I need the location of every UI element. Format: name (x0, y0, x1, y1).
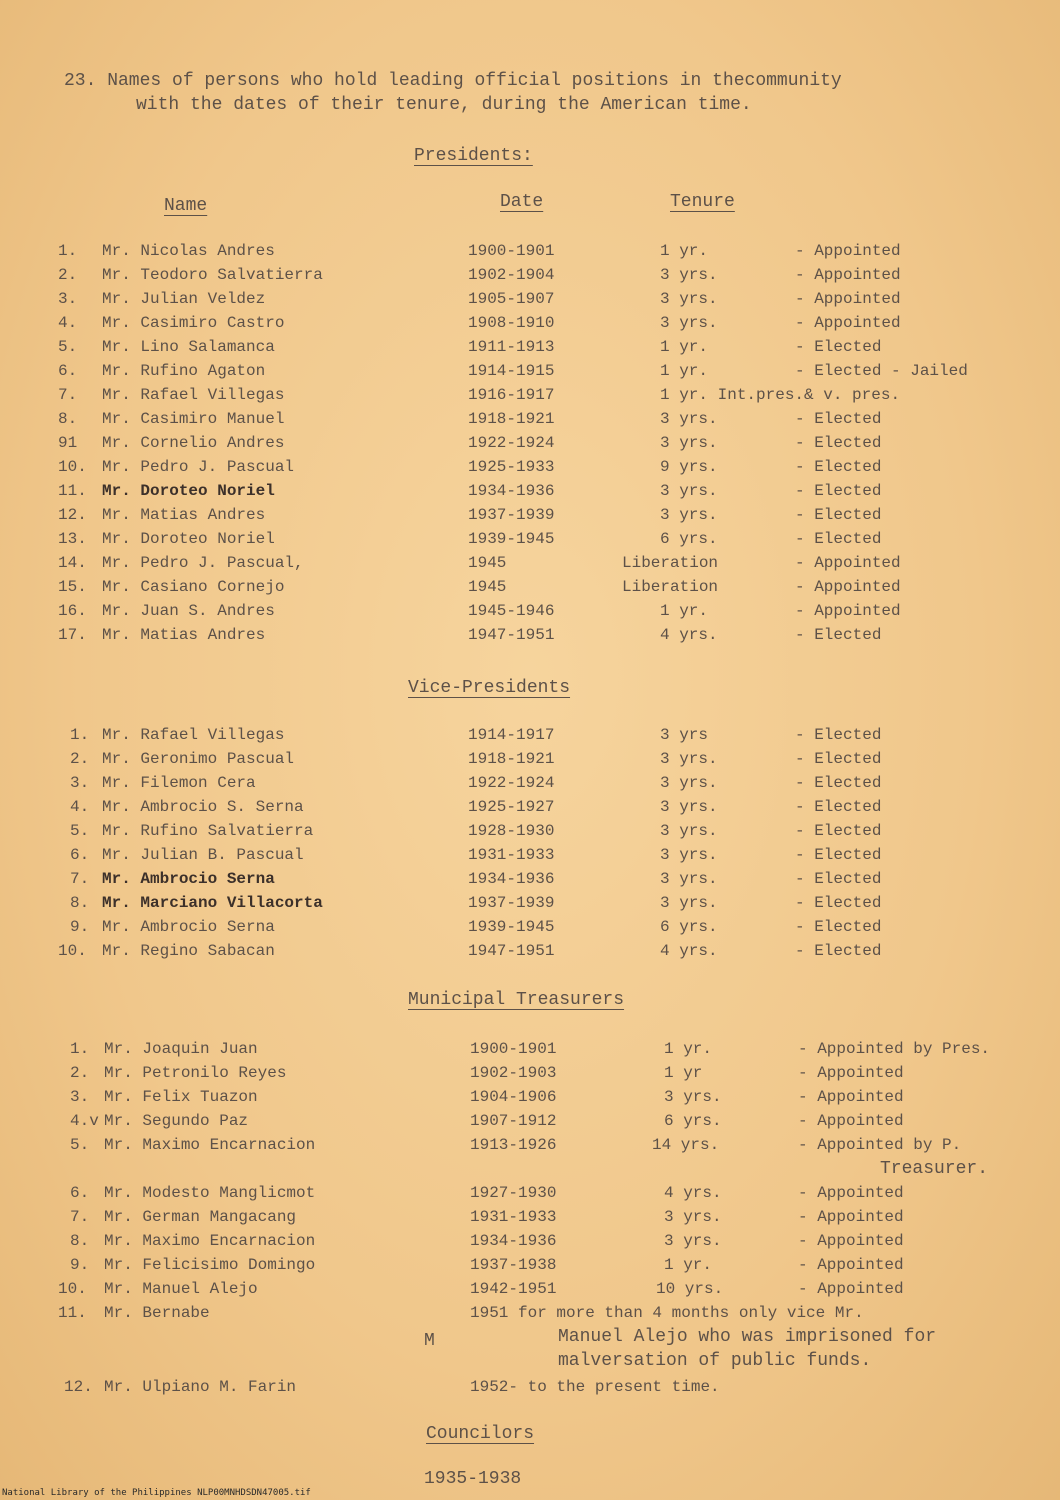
person-name: Mr. Matias Andres (102, 506, 266, 524)
person-name: Mr. Ulpiano M. Farin (104, 1378, 297, 1396)
person-name: Mr. Julian Veldez (102, 290, 266, 308)
treasurer-row (0, 1304, 1060, 1328)
date-range: 1942-1951 (470, 1280, 557, 1298)
status: - Elected (795, 726, 882, 744)
status: - Elected (795, 870, 882, 888)
date-range: 1947-1951 (468, 626, 555, 644)
row-number: 5. (70, 1136, 90, 1154)
treasurers-heading: Municipal Treasurers (408, 990, 625, 1010)
row-number: 1. (70, 1040, 90, 1058)
date-range: 1902-1904 (468, 266, 555, 284)
tenure-note-line-3: malversation of public funds. (558, 1351, 872, 1371)
status: - Elected (795, 798, 882, 816)
date-range: 1937-1939 (468, 894, 555, 912)
row-number: 3. (70, 774, 90, 792)
tenure: 4 yrs. (664, 1184, 722, 1202)
row-number: 1. (70, 726, 90, 744)
person-name: Mr. Matias Andres (102, 626, 266, 644)
row-number: 8. (70, 1232, 90, 1250)
row-number: 7. (58, 386, 78, 404)
status: - Appointed (798, 1280, 904, 1298)
president-row (0, 266, 1060, 290)
treasurer-row (0, 1136, 1060, 1160)
status: - Elected (795, 894, 882, 912)
tenure: 1 yr. (660, 362, 709, 380)
date-range: 1918-1921 (468, 410, 555, 428)
person-name: Mr. Manuel Alejo (104, 1280, 258, 1298)
vice-president-row (0, 750, 1060, 774)
date-range: 1900-1901 (470, 1040, 557, 1058)
tenure: 6 yrs. (664, 1112, 722, 1130)
tenure: 1 yr. (660, 338, 709, 356)
row-number: 10. (58, 942, 87, 960)
row-number: 2. (70, 750, 90, 768)
row-number: 16. (58, 602, 87, 620)
vice-president-row (0, 726, 1060, 750)
row-number: 10. (58, 1280, 87, 1298)
tenure: Liberation (622, 578, 719, 596)
vice-president-row (0, 870, 1060, 894)
vice-president-row (0, 774, 1060, 798)
tenure: 3 yrs (660, 726, 709, 744)
tenure-note-line-2: Manuel Alejo who was imprisoned for (558, 1327, 937, 1347)
person-name: Mr. Ambrocio Serna (102, 870, 275, 888)
tenure-note: 1952- to the present time. (470, 1378, 720, 1396)
person-name: Mr. Maximo Encarnacion (104, 1136, 316, 1154)
tenure: 3 yrs. (660, 870, 718, 888)
tenure: 3 yrs. (660, 774, 718, 792)
president-row (0, 386, 1060, 410)
status: - Appointed (795, 266, 901, 284)
date-range: 1937-1938 (470, 1256, 557, 1274)
date-range: 1922-1924 (468, 434, 555, 452)
row-number: 1. (58, 242, 78, 260)
status: - Appointed (798, 1112, 904, 1130)
person-name: Mr. German Mangacang (104, 1208, 297, 1226)
treasurer-row (0, 1040, 1060, 1064)
vice-presidents-heading: Vice-Presidents (408, 678, 571, 698)
status: - Appointed (795, 578, 901, 596)
vice-president-row (0, 846, 1060, 870)
tenure: 3 yrs. (660, 410, 718, 428)
person-name: Mr. Segundo Paz (104, 1112, 249, 1130)
date-range: 1937-1939 (468, 506, 555, 524)
date-range: 1925-1933 (468, 458, 555, 476)
date-range: 1911-1913 (468, 338, 555, 356)
president-row (0, 530, 1060, 554)
tenure: 3 yrs. (660, 846, 718, 864)
tenure: 3 yrs. (660, 314, 718, 332)
tenure: 1 yr. (664, 1040, 713, 1058)
tenure: 10 yrs. (656, 1280, 724, 1298)
councilors-heading: Councilors (426, 1424, 535, 1444)
date-range: 1934-1936 (468, 482, 555, 500)
date-range: 1922-1924 (468, 774, 555, 792)
vice-president-row (0, 798, 1060, 822)
tenure: 6 yrs. (660, 918, 718, 936)
row-number: 13. (58, 530, 87, 548)
date-range: 1934-1936 (468, 870, 555, 888)
row-number: 8. (70, 894, 90, 912)
president-row (0, 554, 1060, 578)
treasurer-row (0, 1088, 1060, 1112)
tenure: 3 yrs. (660, 482, 718, 500)
status: - Elected (795, 846, 882, 864)
president-row (0, 410, 1060, 434)
treasurer-row (0, 1256, 1060, 1280)
date-range: 1913-1926 (470, 1136, 557, 1154)
status: - Appointed (795, 554, 901, 572)
person-name: Mr. Rufino Agaton (102, 362, 266, 380)
president-row (0, 338, 1060, 362)
date-range: 1905-1907 (468, 290, 555, 308)
date-range: 1939-1945 (468, 918, 555, 936)
status: - Elected (795, 410, 882, 428)
status: - Appointed by Pres. (798, 1040, 991, 1058)
row-number: 5. (70, 822, 90, 840)
person-name: Mr. Julian B. Pascual (102, 846, 304, 864)
person-name: Mr. Filemon Cera (102, 774, 256, 792)
row-number: 14. (58, 554, 87, 572)
row-number: 3. (58, 290, 78, 308)
date-range: 1931-1933 (470, 1208, 557, 1226)
tenure: 9 yrs. (660, 458, 718, 476)
status: - Appointed by P. (798, 1136, 962, 1154)
tenure: 6 yrs. (660, 530, 718, 548)
tenure: 3 yrs. (660, 750, 718, 768)
status: - Appointed (795, 290, 901, 308)
row-number: 11. (58, 1304, 87, 1322)
status: - Appointed (798, 1064, 904, 1082)
person-name: Mr. Ambrocio Serna (102, 918, 275, 936)
president-row (0, 506, 1060, 530)
row-number: 4. (58, 314, 78, 332)
presidents-heading: Presidents: (414, 146, 533, 166)
status: - Appointed (795, 314, 901, 332)
status: - Elected (795, 918, 882, 936)
status: - Elected (795, 822, 882, 840)
president-row (0, 458, 1060, 482)
tenure: 3 yrs. (664, 1088, 722, 1106)
date-range: 1900-1901 (468, 242, 555, 260)
row-number: 6. (70, 1184, 90, 1202)
date-range: 1928-1930 (468, 822, 555, 840)
row-number: 4.v (70, 1112, 99, 1130)
treasurer-row (0, 1280, 1060, 1304)
treasurer-row (0, 1064, 1060, 1088)
date-range: 1918-1921 (468, 750, 555, 768)
date-range: 1931-1933 (468, 846, 555, 864)
vice-president-row (0, 894, 1060, 918)
president-row (0, 362, 1060, 386)
date-range: 1945 (468, 554, 507, 572)
margin-mark: M (424, 1331, 435, 1351)
date-range: 1914-1915 (468, 362, 555, 380)
status: - Appointed (798, 1232, 904, 1250)
tenure: 4 yrs. (660, 626, 718, 644)
intro-line-2: with the dates of their tenure, during the American time. (136, 95, 752, 115)
person-name: Mr. Modesto Manglicmot (104, 1184, 316, 1202)
row-number: 7. (70, 870, 90, 888)
row-number: 12. (64, 1378, 93, 1396)
row-number: 3. (70, 1088, 90, 1106)
tenure: 3 yrs. (660, 798, 718, 816)
tenure: 14 yrs. (652, 1136, 720, 1154)
person-name: Mr. Petronilo Reyes (104, 1064, 287, 1082)
person-name: Mr. Pedro J. Pascual (102, 458, 295, 476)
treasurer-row (0, 1208, 1060, 1232)
row-number: 6. (70, 846, 90, 864)
date-range: 1927-1930 (470, 1184, 557, 1202)
person-name: Mr. Maximo Encarnacion (104, 1232, 316, 1250)
row-number: 17. (58, 626, 87, 644)
president-row (0, 626, 1060, 650)
date-range: 1902-1903 (470, 1064, 557, 1082)
date-range: 1939-1945 (468, 530, 555, 548)
person-name: Mr. Rafael Villegas (102, 726, 285, 744)
status: - Elected (795, 774, 882, 792)
president-row (0, 578, 1060, 602)
person-name: Mr. Bernabe (104, 1304, 210, 1322)
status: - Appointed (798, 1208, 904, 1226)
tenure: 3 yrs. (660, 290, 718, 308)
tenure: 1 yr. (664, 1256, 713, 1274)
tenure: 1 yr. (660, 242, 709, 260)
archive-footer: National Library of the Philippines NLP00MNHDSDN47005.tif (2, 1488, 311, 1498)
row-number: 10. (58, 458, 87, 476)
row-number: 15. (58, 578, 87, 596)
row-number: 91 (58, 434, 78, 452)
date-range: 1945 (468, 578, 507, 596)
person-name: Mr. Joaquin Juan (104, 1040, 258, 1058)
tenure: 1 yr (664, 1064, 703, 1082)
person-name: Mr. Ambrocio S. Serna (102, 798, 304, 816)
status: - Elected (795, 482, 882, 500)
person-name: Mr. Nicolas Andres (102, 242, 275, 260)
row-number: 4. (70, 798, 90, 816)
date-range: 1925-1927 (468, 798, 555, 816)
person-name: Mr. Casimiro Manuel (102, 410, 285, 428)
person-name: Mr. Doroteo Noriel (102, 482, 275, 500)
status: - Elected (795, 506, 882, 524)
person-name: Mr. Rufino Salvatierra (102, 822, 314, 840)
president-row (0, 482, 1060, 506)
person-name: Mr. Cornelio Andres (102, 434, 285, 452)
president-row (0, 290, 1060, 314)
status: - Elected (795, 458, 882, 476)
tenure-note: 1951 for more than 4 months only vice Mr. (470, 1304, 864, 1322)
person-name: Mr. Pedro J. Pascual, (102, 554, 304, 572)
person-name: Mr. Marciano Villacorta (102, 894, 323, 912)
status: - Elected (795, 338, 882, 356)
tenure: 3 yrs. (664, 1208, 722, 1226)
president-row (0, 434, 1060, 458)
person-name: Mr. Doroteo Noriel (102, 530, 275, 548)
person-name: Mr. Felix Tuazon (104, 1088, 258, 1106)
tenure: 1 yr. (660, 602, 709, 620)
vice-president-row (0, 918, 1060, 942)
row-number: 8. (58, 410, 78, 428)
treasurer-row (0, 1232, 1060, 1256)
person-name: Mr. Teodoro Salvatierra (102, 266, 323, 284)
status: - Appointed (795, 242, 901, 260)
row-number: 6. (58, 362, 78, 380)
person-name: Mr. Juan S. Andres (102, 602, 275, 620)
tenure: 4 yrs. (660, 942, 718, 960)
date-range: 1934-1936 (470, 1232, 557, 1250)
person-name: Mr. Casimiro Castro (102, 314, 285, 332)
person-name: Mr. Lino Salamanca (102, 338, 275, 356)
row-number: 11. (58, 482, 87, 500)
column-header-date: Date (500, 192, 544, 212)
vice-president-row (0, 822, 1060, 846)
vice-president-row (0, 942, 1060, 966)
status: - Elected (795, 942, 882, 960)
president-row (0, 314, 1060, 338)
person-name: Mr. Felicisimo Domingo (104, 1256, 316, 1274)
row-number: 12. (58, 506, 87, 524)
tenure: 3 yrs. (660, 434, 718, 452)
treasurer-continuation: Treasurer. (880, 1159, 989, 1179)
intro-line-1: 23. Names of persons who hold leading official positions in thecommunity (64, 71, 842, 91)
date-range: 1947-1951 (468, 942, 555, 960)
treasurer-row (0, 1184, 1060, 1208)
treasurer-row (0, 1112, 1060, 1136)
president-row (0, 242, 1060, 266)
status: - Elected - Jailed (795, 362, 968, 380)
tenure: 3 yrs. (660, 506, 718, 524)
president-row (0, 602, 1060, 626)
row-number: 7. (70, 1208, 90, 1226)
column-header-tenure: Tenure (670, 192, 735, 212)
row-number: 2. (58, 266, 78, 284)
date-range: 1916-1917 (468, 386, 555, 404)
tenure: 3 yrs. (660, 822, 718, 840)
tenure: 3 yrs. (664, 1232, 722, 1250)
person-name: Mr. Regino Sabacan (102, 942, 275, 960)
person-name: Mr. Casiano Cornejo (102, 578, 285, 596)
councilors-years: 1935-1938 (424, 1469, 522, 1489)
status: - Elected (795, 530, 882, 548)
tenure: 1 yr. Int.pres.& v. pres. (660, 386, 901, 404)
person-name: Mr. Geronimo Pascual (102, 750, 295, 768)
status: - Appointed (798, 1088, 904, 1106)
date-range: 1904-1906 (470, 1088, 557, 1106)
row-number: 9. (70, 1256, 90, 1274)
status: - Appointed (798, 1256, 904, 1274)
tenure: 3 yrs. (660, 266, 718, 284)
person-name: Mr. Rafael Villegas (102, 386, 285, 404)
status: - Appointed (798, 1184, 904, 1202)
row-number: 9. (70, 918, 90, 936)
status: - Elected (795, 626, 882, 644)
tenure: 3 yrs. (660, 894, 718, 912)
date-range: 1945-1946 (468, 602, 555, 620)
row-number: 5. (58, 338, 78, 356)
status: - Elected (795, 750, 882, 768)
column-header-name: Name (164, 196, 208, 216)
date-range: 1908-1910 (468, 314, 555, 332)
row-number: 2. (70, 1064, 90, 1082)
status: - Elected (795, 434, 882, 452)
treasurer-row (0, 1378, 1060, 1402)
status: - Appointed (795, 602, 901, 620)
date-range: 1914-1917 (468, 726, 555, 744)
date-range: 1907-1912 (470, 1112, 557, 1130)
tenure: Liberation (622, 554, 719, 572)
